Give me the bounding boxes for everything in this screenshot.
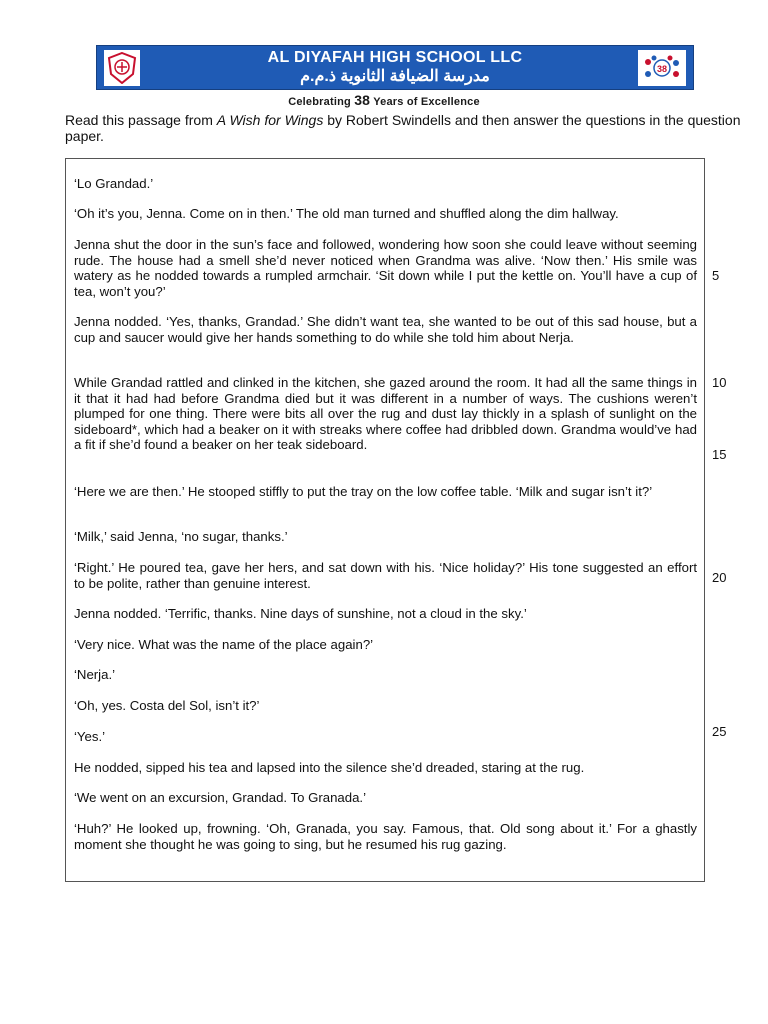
passage-paragraph: Jenna nodded. ‘Yes, thanks, Grandad.’ She didn’t want tea, she wanted to be out of this sad house, but a cup and saucer would give her hands something to do while she told him about Nerja. (74, 314, 697, 345)
anniversary-tagline (0, 92, 768, 108)
line-number: 10 (712, 375, 727, 390)
tagline-post: Years of Excellence (373, 96, 480, 108)
passage-paragraph: ‘Yes.’ (74, 729, 106, 744)
passage-paragraph: ‘Oh it’s you, Jenna. Come on in then.’ The old man turned and shuffled along the dim hallway. (74, 206, 619, 221)
passage-paragraph: While Grandad rattled and clinked in the kitchen, she gazed around the room. It had all the same things in it that it had had before Grandma died but it was different in a number of ways. The cushions weren’t plumped for one thing. There were bits all over the rug and dust lay thickly in a splash of sunlight on the sideboard*, which had a beaker on it with streaks where coffee had dribbled down. Grandma would’ve had a fit if she’d found a beaker on her teak sideboard. (74, 375, 697, 453)
passage-paragraph: Jenna shut the door in the sun’s face and followed, wondering how soon she could leave without seeming rude. The house had a smell she’d never noticed when Grandma was alive. ‘Now then.’ His smile was watery as he nodded towards a rumpled armchair. ‘Sit down while I put the kettle on. You’ll have a cup of tea, won’t you?’ (74, 237, 697, 299)
passage-paragraph: Jenna nodded. ‘Terrific, thanks. Nine days of sunshine, not a cloud in the sky.’ (74, 606, 527, 621)
instructions-pre: Read this passage from (65, 112, 217, 128)
passage-paragraph: ‘We went on an excursion, Grandad. To Granada.’ (74, 790, 367, 805)
school-name-english: AL DIYAFAH HIGH SCHOOL LLC (267, 49, 523, 66)
anniversary-38-logo-icon (638, 50, 686, 86)
line-number: 15 (712, 447, 727, 462)
passage-paragraph: ‘Nerja.’ (74, 667, 116, 682)
tagline-pre: Celebrating (288, 96, 351, 108)
passage-paragraph: ‘Milk,’ said Jenna, ‘no sugar, thanks.’ (74, 529, 288, 544)
passage-paragraph: ‘Oh, yes. Costa del Sol, isn’t it?’ (74, 698, 260, 713)
passage-paragraph: He nodded, sipped his tea and lapsed into the silence she’d dreaded, staring at the rug. (74, 760, 585, 775)
school-name-arabic: مدرسة الضيافة الثانوية ذ.م.م (300, 68, 490, 85)
school-header-banner (96, 45, 694, 90)
passage-paragraph: ‘Huh?’ He looked up, frowning. ‘Oh, Granada, you say. Famous, that. Old song about it.’ For a ghastly moment she thought he was going to sing, but he resumed his rug gazing. (74, 821, 697, 852)
passage-paragraph: ‘Here we are then.’ He stooped stiffly to put the tray on the low coffee table. ‘Milk and sugar isn’t it?’ (74, 484, 653, 499)
line-number: 5 (712, 268, 720, 283)
passage-paragraph: ‘Lo Grandad.’ (74, 176, 154, 191)
instructions-text (65, 112, 750, 144)
line-number: 20 (712, 570, 727, 585)
line-number: 25 (712, 724, 727, 739)
passage-paragraph: ‘Very nice. What was the name of the place again?’ (74, 637, 374, 652)
passage-paragraph: ‘Right.’ He poured tea, gave her hers, and sat down with his. ‘Nice holiday?’ His tone suggested an effort to be polite, rather than genuine interest. (74, 560, 697, 591)
anniversary-logo-number: 38 (656, 64, 668, 74)
instructions-post: by Robert Swindells and then answer the questions in the question paper. (65, 112, 741, 144)
tagline-number: 38 (354, 92, 371, 108)
book-title: A Wish for Wings (216, 112, 324, 128)
